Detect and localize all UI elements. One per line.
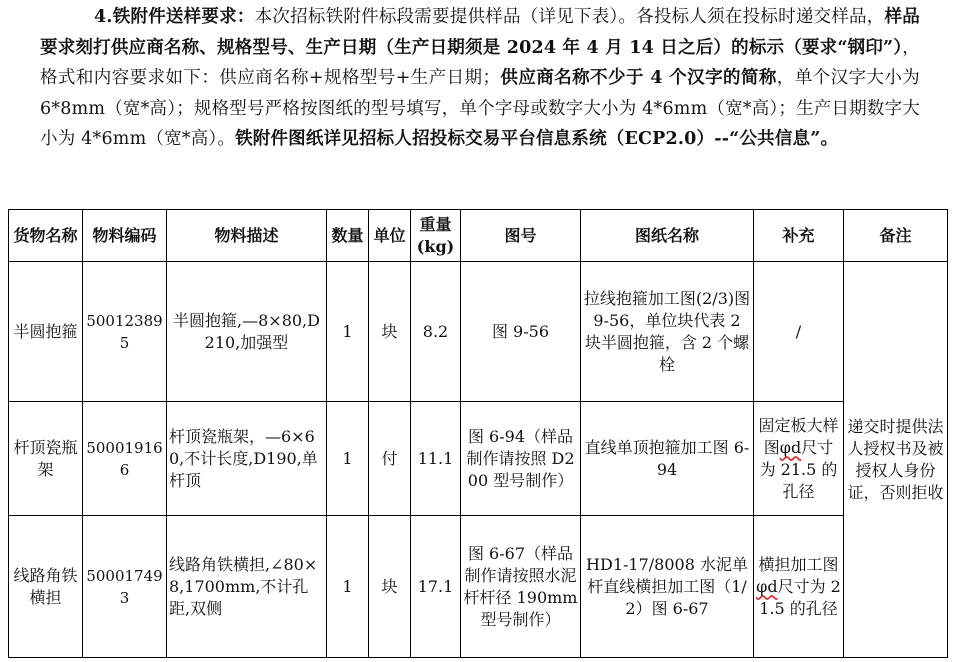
table-row <box>9 402 948 516</box>
table-header-row <box>9 210 948 262</box>
supplement-text-c: 尺寸为 21.5 的孔径 <box>759 437 838 501</box>
cell-name: 线路角铁横担 <box>9 516 83 658</box>
sample-table <box>8 209 948 658</box>
cell-remark: 递交时提供法人授权书及被授权人身份证，否则拒收 <box>844 262 948 658</box>
section-heading: 4.铁附件送样要求： <box>94 7 255 27</box>
cell-qty: 1 <box>327 402 369 516</box>
header-code: 物料编码 <box>83 210 167 262</box>
table-row <box>9 262 948 402</box>
cell-weight: 8.2 <box>411 262 461 402</box>
cell-code: 500019166 <box>83 402 167 516</box>
header-desc: 物料描述 <box>167 210 327 262</box>
cell-drawing-no: 图 6-94（样品制作请按照 D200 型号制作） <box>461 402 581 516</box>
header-supplement: 补充 <box>754 210 844 262</box>
cell-weight: 11.1 <box>411 402 461 516</box>
para-text-1: 本次招标铁附件标段需要提供样品（详见下表）。各投标人须在投标时递交样品， <box>254 7 885 27</box>
cell-desc: 线路角铁横担,∠80×8,1700mm,不计孔距,双侧 <box>167 516 327 658</box>
cell-drawing-name: 直线单顶抱箍加工图 6-94 <box>581 402 754 516</box>
cell-drawing-no: 图 9-56 <box>461 262 581 402</box>
cell-supplement <box>754 402 844 516</box>
cell-weight: 17.1 <box>411 516 461 658</box>
cell-desc: 杆顶瓷瓶架，—6×60,不计长度,D190,单杆顶 <box>167 402 327 516</box>
para-text-3: ，单个汉字大小为 6*8mm（宽*高）；规格型号严格按图纸的型号填写，单个字母或数字大小为 4*6mm（宽*高）；生产日期数字大小为 4*6mm（宽*高）。 <box>40 68 920 149</box>
requirements-paragraph <box>40 2 920 155</box>
cell-code: 500017493 <box>83 516 167 658</box>
cell-qty: 1 <box>327 516 369 658</box>
cell-unit: 付 <box>369 402 411 516</box>
header-drawing-name: 图纸名称 <box>581 210 754 262</box>
cell-name: 半圆抱箍 <box>9 262 83 402</box>
header-drawing-no: 图号 <box>461 210 581 262</box>
cell-unit: 块 <box>369 516 411 658</box>
header-remark: 备注 <box>844 210 948 262</box>
cell-drawing-name: 拉线抱箍加工图(2/3)图 9-56，单位块代表 2 块半圆抱箍，含 2 个螺栓 <box>581 262 754 402</box>
cell-unit: 块 <box>369 262 411 402</box>
cell-name: 杆顶瓷瓶架 <box>9 402 83 516</box>
phi-d-symbol: φd <box>756 576 778 596</box>
supplement-text-c: 尺寸为 21.5 的孔径 <box>759 576 841 618</box>
header-unit: 单位 <box>369 210 411 262</box>
supplement-text-a: 固定板大样图 <box>758 415 839 457</box>
phi-d-symbol: φd <box>779 437 802 457</box>
para-bold-1: 样品要求刻打供应商名称、规格型号、生产日期（生产日期须是 2024 年 4 月 14 日之后）的标示（要求“钢印”） <box>40 7 920 58</box>
header-qty: 数量 <box>327 210 369 262</box>
cell-desc: 半圆抱箍,—8×80,D210,加强型 <box>167 262 327 402</box>
table-row <box>9 516 948 658</box>
supplement-text-a: 横担加工图 <box>758 554 839 574</box>
cell-code: 500123895 <box>83 262 167 402</box>
para-bold-3: 铁附件图纸详见招标人招投标交易平台信息系统（ECP2.0）--“公共信息”。 <box>235 129 839 149</box>
cell-supplement: / <box>754 262 844 402</box>
header-name: 货物名称 <box>9 210 83 262</box>
cell-drawing-no: 图 6-67（样品制作请按照水泥杆杆径 190mm 型号制作） <box>461 516 581 658</box>
para-bold-2: 供应商名称不少于 4 个汉字的简称 <box>500 68 777 88</box>
cell-supplement <box>754 516 844 658</box>
cell-qty: 1 <box>327 262 369 402</box>
cell-drawing-name: HD1-17/8008 水泥单杆直线横担加工图（1/2）图 6-67 <box>581 516 754 658</box>
header-weight: 重量(kg) <box>411 210 461 262</box>
para-text-2: ，格式和内容要求如下：供应商名称+规格型号+生产日期； <box>40 37 920 88</box>
